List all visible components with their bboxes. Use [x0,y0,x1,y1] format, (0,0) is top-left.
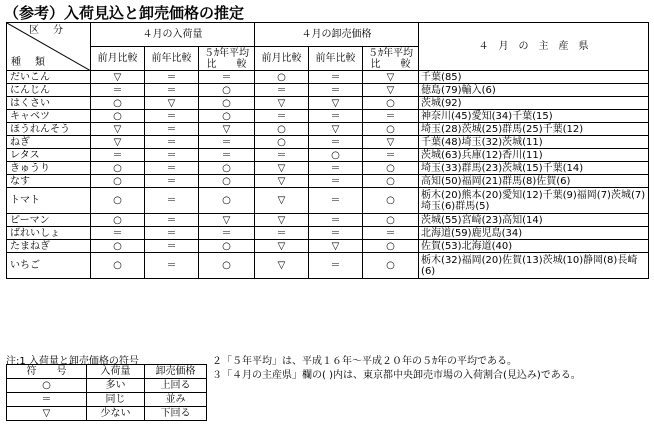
price-5yr-cell: ▽ [363,84,419,97]
vol-prev-month-cell: ○ [91,214,145,227]
pref-cell: 千葉(48)埼玉(32)茨城(11) [419,136,649,149]
table-row [7,227,649,240]
table-row [7,136,649,149]
legend-header: 符 号 [7,365,87,379]
price-prev-month-cell: ▽ [255,175,309,188]
price-prev-year-header: 前年比較 [309,47,363,71]
table-row [7,84,649,97]
item-name: はくさい [7,97,91,110]
item-name: いちご [7,253,91,279]
legend-row [7,393,207,407]
vol-5yr-cell: ＝ [199,136,255,149]
price-prev-year-cell: ＝ [309,110,363,123]
price-5yr-header [363,47,419,71]
pref-cell: 高知(50)福岡(21)群馬(8)佐賀(6) [419,175,649,188]
price-5yr-cell: ○ [363,97,419,110]
vol-prev-month-cell: ＝ [91,84,145,97]
vol-prev-month-cell: ○ [91,175,145,188]
legend-cell: 上回る [145,379,207,393]
item-name: トマト [7,188,91,214]
vol-prev-year-header: 前年比較 [145,47,199,71]
price-prev-month-cell: ▽ [255,253,309,279]
table-row [7,149,649,162]
item-name: レタス [7,149,91,162]
pref-cell: 埼玉(28)茨城(25)群馬(25)千葉(12) [419,123,649,136]
pref-cell: 栃木(20)熊本(20)愛知(12)千葉(9)福岡(7)茨城(7)埼玉(6)群馬(5) [419,188,649,214]
price-prev-month-cell: ▽ [255,97,309,110]
price-prev-year-cell: ▽ [309,97,363,110]
page-title: （参考）入荷見込と卸売価格の推定 [4,4,245,22]
vol-prev-month-cell: ○ [91,188,145,214]
price-prev-month-cell: ○ [255,136,309,149]
pref-cell: 神奈川(45)愛知(34)千葉(15) [419,110,649,123]
vol-prev-month-cell: ▽ [91,71,145,84]
vol-prev-year-cell: ＝ [145,227,199,240]
vol-5yr-cell: ○ [199,97,255,110]
vol-5yr-cell: ○ [199,188,255,214]
price-5yr-cell: ○ [363,240,419,253]
pref-cell: 佐賀(53)北海道(40) [419,240,649,253]
price-prev-year-cell: ＝ [309,162,363,175]
legend-cell: ＝ [7,393,87,407]
price-prev-month-header: 前月比較 [255,47,309,71]
vol-5yr-cell: ▽ [199,123,255,136]
price-prev-year-cell: ＝ [309,84,363,97]
price-prev-month-cell: ○ [255,71,309,84]
vol-prev-month-cell: ▽ [91,136,145,149]
price-5yr-cell: ○ [363,188,419,214]
item-name: キャベツ [7,110,91,123]
price-5yr-line2: 比 較 [370,58,411,70]
vol-prev-month-cell: ▽ [91,123,145,136]
price-prev-year-cell: ○ [309,149,363,162]
item-name: ピーマン [7,214,91,227]
price-5yr-line1: ５ｶ年平均 [368,47,414,59]
vol-prev-month-cell: ○ [91,253,145,279]
vol-prev-month-cell: ○ [91,97,145,110]
item-name: ばれいしょ [7,227,91,240]
price-prev-month-cell: ＝ [255,110,309,123]
vol-5yr-cell: ○ [199,175,255,188]
price-prev-month-cell: ＝ [255,84,309,97]
table-row [7,214,649,227]
price-5yr-cell: ＝ [363,110,419,123]
legend-header: 入荷量 [87,365,145,379]
vol-prev-month-cell: ＝ [91,227,145,240]
pref-cell: 茨城(92) [419,97,649,110]
price-prev-year-cell: ▽ [309,123,363,136]
price-5yr-cell: ▽ [363,71,419,84]
note-2: ２「５年平均」は、平成１６年～平成２０年の５ｶ年の平均である。 [212,356,517,367]
legend-cell: 同じ [87,393,145,407]
vol-prev-month-cell: ○ [91,240,145,253]
vol-5yr-line2: 比 較 [206,58,247,70]
price-5yr-cell: ▽ [363,136,419,149]
vol-prev-year-cell: ＝ [145,240,199,253]
table-row [7,175,649,188]
vol-prev-month-cell: ○ [91,162,145,175]
price-prev-year-cell: ＝ [309,136,363,149]
legend-cell: ○ [7,379,87,393]
pref-cell: 埼玉(33)群馬(23)茨城(15)千葉(14) [419,162,649,175]
item-name: だいこん [7,71,91,84]
note-1: 注:1 入荷量と卸売価格の符号 [6,356,139,367]
price-prev-month-cell: ▽ [255,240,309,253]
price-prev-month-cell: ▽ [255,214,309,227]
item-name: たまねぎ [7,240,91,253]
vol-5yr-line1: ５ｶ年平均 [204,47,249,59]
pref-cell: 栃木(32)福岡(20)佐賀(13)茨城(10)静岡(8)長崎(6) [419,253,649,279]
vol-5yr-cell: ○ [199,84,255,97]
item-name: きゅうり [7,162,91,175]
vol-5yr-cell: ＝ [199,71,255,84]
vol-5yr-cell: ○ [199,240,255,253]
price-5yr-cell: ○ [363,123,419,136]
item-name: ねぎ [7,136,91,149]
vol-prev-year-cell: ▽ [145,97,199,110]
pref-cell: 茨城(63)兵庫(12)香川(11) [419,149,649,162]
table-row [7,71,649,84]
vol-prev-year-cell: ＝ [145,214,199,227]
vol-prev-month-cell: ＝ [91,149,145,162]
vol-prev-year-cell: ＝ [145,175,199,188]
table-row [7,240,649,253]
price-prev-month-cell: ▽ [255,162,309,175]
price-5yr-cell: ＝ [363,227,419,240]
vol-prev-year-cell: ＝ [145,110,199,123]
pref-cell: 徳島(79)輸入(6) [419,84,649,97]
price-prev-month-cell: ▽ [255,188,309,214]
vol-prev-month-cell: ○ [91,110,145,123]
pref-cell: 北海道(59)鹿児島(34) [419,227,649,240]
forecast-table [6,22,649,279]
table-row [7,188,649,214]
price-prev-year-cell: ＝ [309,227,363,240]
vol-5yr-cell: ＝ [199,227,255,240]
price-prev-year-cell: ＝ [309,71,363,84]
pref-cell: 千葉(85) [419,71,649,84]
table-row [7,97,649,110]
price-prev-month-cell: ＝ [255,149,309,162]
price-prev-month-cell: ○ [255,123,309,136]
vol-5yr-cell: ○ [199,162,255,175]
price-group-header: ４月の卸売価格 [255,23,419,47]
price-prev-month-cell: ＝ [255,227,309,240]
vol-prev-month-header: 前月比較 [91,47,145,71]
price-5yr-cell: ○ [363,253,419,279]
item-name: にんじん [7,84,91,97]
vol-5yr-cell: ○ [199,253,255,279]
vol-prev-year-cell: ＝ [145,188,199,214]
table-row [7,253,649,279]
price-prev-year-cell: ▽ [309,240,363,253]
legend-cell: 少ない [87,407,145,421]
vol-prev-year-cell: ＝ [145,149,199,162]
legend-cell: 下回る [145,407,207,421]
vol-prev-year-cell: ＝ [145,136,199,149]
price-5yr-cell: ＝ [363,149,419,162]
vol-5yr-cell: ＝ [199,149,255,162]
item-name: ほうれんそう [7,123,91,136]
table-row [7,110,649,123]
corner-top-label: 区分 [29,25,77,36]
vol-prev-year-cell: ＝ [145,71,199,84]
vol-5yr-cell: ▽ [199,214,255,227]
price-5yr-cell: ○ [363,162,419,175]
volume-group-header: ４月の入荷量 [91,23,255,47]
vol-prev-year-cell: ＝ [145,162,199,175]
price-prev-year-cell: ＝ [309,214,363,227]
legend-header: 卸売価格 [145,365,207,379]
price-5yr-cell: ○ [363,175,419,188]
item-name: なす [7,175,91,188]
vol-prev-year-cell: ＝ [145,123,199,136]
vol-5yr-cell: ○ [199,110,255,123]
table-row [7,162,649,175]
legend-cell: ▽ [7,407,87,421]
legend-cell: 多い [87,379,145,393]
legend-table [6,364,207,421]
vol-5yr-header [199,47,255,71]
corner-bottom-label: 種類 [11,57,59,68]
vol-prev-year-cell: ＝ [145,84,199,97]
legend-cell: 並み [145,393,207,407]
pref-cell: 茨城(55)宮崎(23)高知(14) [419,214,649,227]
price-prev-year-cell: ＝ [309,253,363,279]
legend-row [7,379,207,393]
price-5yr-cell: ○ [363,214,419,227]
table-row [7,123,649,136]
price-prev-year-cell: ＝ [309,188,363,214]
note-3: ３「４月の主産県」欄の( )内は、東京都中央卸売市場の入荷割合(見込み)である。 [212,370,581,381]
corner-header [7,23,91,71]
price-prev-year-cell: ＝ [309,175,363,188]
pref-header: ４ 月 の 主 産 県 [419,23,649,71]
vol-prev-year-cell: ＝ [145,253,199,279]
legend-row [7,407,207,421]
